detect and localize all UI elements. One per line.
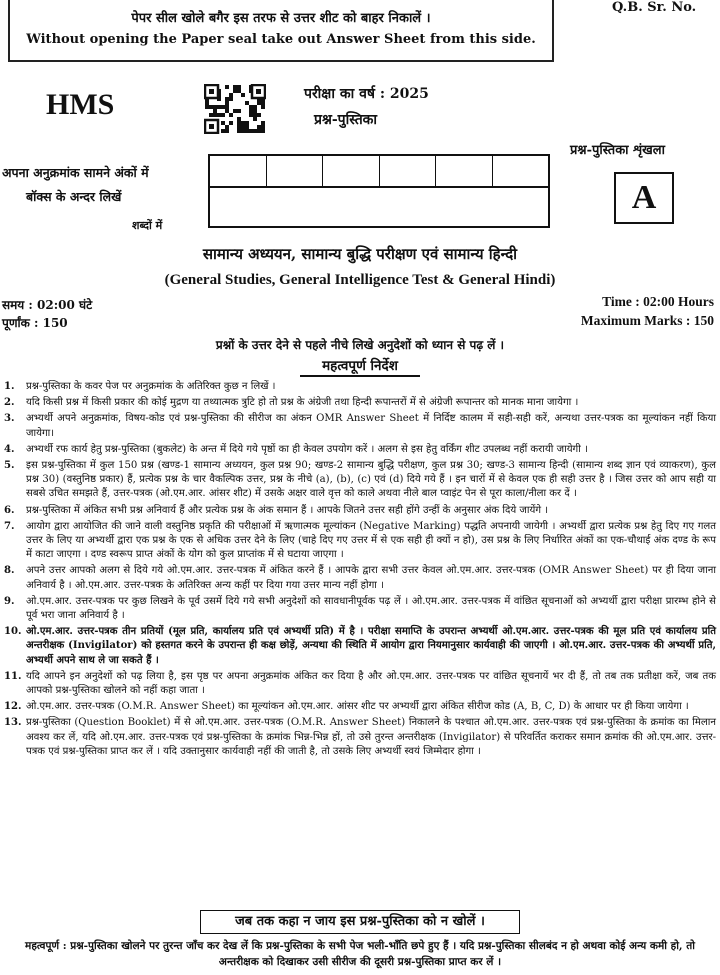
instruction-number: 13.: [4, 717, 22, 729]
instruction-text: ओ.एम.आर. उत्तर-पत्रक (O.M.R. Answer Sheet) का मूल्यांकन ओ.एम.आर. आंसर शीट पर अभ्यर्थी द्वारा अंकित सीरीज कोड (A, B, C, D) के आधार पर ही किया जायेगा ।: [26, 701, 689, 713]
instruction-item: [4, 504, 716, 518]
instruction-text: प्रश्न-पुस्तिका के कवर पेज पर अनुक्रमांक के अतिरिक्त कुछ न लिखें ।: [26, 381, 276, 392]
instruction-text: इस प्रश्न-पुस्तिका में कुल 150 प्रश्न (खण्ड-1 सामान्य अध्ययन, कुल प्रश्न 90; खण्ड-2 सामान्य बुद्धि परीक्षण, कुल प्रश्न 30; खण्ड-3 सामान्य हिन्दी (सामान्य शब्द ज्ञान एवं व्याकरण), कुल प्रश्न 30) (वस्तुनिष्ठ प्रकार) हैं, प्रत्येक प्रश्न के चार वैकल्पिक उत्तर, प्रश्न के नीचे (a), (b), (c) एवं (d) दिये गये हैं । इन चारों में से केवल एक ही सही उत्तर है । जिस उत्तर को आप सही या सबसे उचित समझते हैं, उत्तर-पत्रक (ओ.एम.आर. आंसर शीट) में उसके अक्षर वाले वृत्त को काले अथवा नीले बाल प्वाइंट पेन से पूरा काला/नीला कर दें ।: [26, 460, 716, 500]
important-note: महत्वपूर्ण : प्रश्न-पुस्तिका खोलने पर तुरन्त जाँच कर देख लें कि प्रश्न-पुस्तिका के सभी पेज भली-भाँति छपे हुए हैं । यदि प्रश्न-पुस्तिका सीलबंद न हो अथवा कोई अन्य कमी हो, तो अन्तरीक्षक को दिखाकर उसी सीरीज की दूसरी प्रश्न-पुस्तिका प्राप्त कर लें ।: [25, 940, 695, 968]
roll-number-instruction-line2: बॉक्स के अन्दर लिखें: [26, 189, 122, 204]
instruction-text: यदि किसी प्रश्न में किसी प्रकार की कोई मुद्रण या तथ्यात्मक त्रुटि हो तो प्रश्न के अंग्रेजी तथा हिन्दी रूपान्तरों में से अंग्रेजी रूपान्तर को मानक माना जायेगा ।: [26, 397, 579, 409]
do-not-open-notice: जब तक कहा न जाय इस प्रश्न-पुस्तिका को न खोलें ।: [200, 910, 520, 934]
instruction-item: [4, 380, 716, 394]
instruction-item: [4, 716, 716, 759]
marks-hindi: पूर्णांक : 150: [2, 316, 68, 330]
seal-notice-english: Without opening the Paper seal take out Answer Sheet from this side.: [26, 32, 536, 47]
instruction-text: अभ्यर्थी अपने अनुक्रमांक, विषय-कोड एवं प्रश्न-पुस्तिका की सीरीज का अंकन OMR Answer Sheet में निर्दिष्ट कालम में सही-सही करें, अन्यथा उत्तर-पत्रक का मूल्यांकन नहीं किया जायेगा।: [26, 413, 716, 439]
roll-number-words-box[interactable]: [208, 186, 550, 228]
subject-title-hindi: सामान्य अध्ययन, सामान्य बुद्धि परीक्षण एवं सामान्य हिन्दी: [202, 245, 518, 263]
instruction-text: प्रश्न-पुस्तिका (Question Booklet) में से ओ.एम.आर. उत्तर-पत्रक (O.M.R. Answer Sheet) निकालने के पश्चात ओ.एम.आर. उत्तर-पत्रक एवं प्रश्न-पुस्तिका के क्रमांक का मिलान अवश्य कर लें, यदि ओ.एम.आर. उत्तर-पत्रक एवं प्रश्न-पुस्तिका के क्रमांक भिन्न-भिन्न हों, तो उसे तुरन्त अन्तरीक्षक (Invigilator) से परिवर्तित कराकर समान क्रमांक की ओ.एम.आर. उत्तर-पत्रक एवं प्रश्न-पुस्तिका प्राप्त कर लें । यदि उक्तानुसार कार्यवाही नहीं की जाती है, तो उसके लिए अभ्यर्थी स्वयं जिम्मेदार होगा ।: [26, 717, 716, 757]
roll-digit-box[interactable]: [267, 156, 324, 186]
instruction-text: अभ्यर्थी रफ कार्य हेतु प्रश्न-पुस्तिका (बुकलेट) के अन्त में दिये गये पृष्ठों का ही केवल उपयोग करें । अलग से इस हेतु वर्किंग शीट उपलब्ध नहीं करायी जायेगी ।: [26, 443, 588, 455]
instruction-text: प्रश्न-पुस्तिका में अंकित सभी प्रश्न अनिवार्य हैं और प्रत्येक प्रश्न के अंक समान हैं । आपके जितने उत्तर सही होंगे उन्हीं के अनुसार अंक दिये जायेंगे ।: [26, 504, 549, 516]
instruction-item: [4, 443, 716, 457]
instruction-item: [4, 670, 716, 698]
exam-code: HMS: [46, 88, 115, 121]
instruction-text: आयोग द्वारा आयोजित की जाने वाली वस्तुनिष्ठ प्रकृति की परीक्षाओं में ऋणात्मक मूल्यांकन (Negative Marking) पद्धति अपनायी जायेगी । अभ्यर्थी द्वारा प्रत्येक प्रश्न हेतु दिए गए गलत उत्तर के लिए या अभ्यर्थी द्वारा एक प्रश्न के एक से अधिक उत्तर देने के लिए (चाहे दिए गए उत्तर में से एक सही ही क्यों न हो), उस प्रश्न के लिए निर्धारित अंकों का एक-चौथाई अंक दण्ड के रूप में काटा जाएगा । दण्ड स्वरूप प्राप्त अंकों के योग को कुल प्राप्तांक में से घटाया जाएगा ।: [26, 520, 717, 561]
important-instructions-heading: महत्वपूर्ण निर्देश: [322, 358, 398, 374]
instruction-text: ओ.एम.आर. उत्तर-पत्रक पर कुछ लिखने के पूर्व उसमें दिये गये सभी अनुदेशों को सावधानीपूर्वक पढ़ लें । ओ.एम.आर. उत्तर-पत्रक में वांछित सूचनाओं को अभ्यर्थी द्वारा परीक्षा प्रारम्भ होने से पूर्व भरा जाना अनिवार्य है ।: [26, 595, 716, 622]
subject-title-english: (General Studies, General Intelligence Test & General Hindi): [164, 272, 556, 288]
instruction-number: 10.: [4, 626, 22, 638]
instruction-number: 2.: [4, 397, 15, 409]
instruction-item: [4, 396, 716, 410]
instruction-item: [4, 595, 716, 623]
booklet-series-box: A: [614, 172, 674, 224]
instruction-text: ओ.एम.आर. उत्तर-पत्रक तीन प्रतियों (मूल प्रति, कार्यालय प्रति एवं अभ्यर्थी प्रति) में है । परीक्षा समाप्ति के उपरान्त अभ्यर्थी ओ.एम.आर. उत्तर-पत्रक की मूल प्रति एवं कार्यालय प्रति अन्तरीक्षक (Invigilator) को हस्तगत करने के उपरान्त ही कक्ष छोड़ें, अन्यथा की स्थिति में आयोग द्वारा नियमानुसार कार्यवाही की जाएगी । ओ.एम.आर. उत्तर-पत्रक की अभ्यर्थी प्रति, अभ्यर्थी अपने साथ ले जा सकते हैं ।: [26, 626, 716, 666]
roll-number-in-words-label: शब्दों में: [132, 219, 163, 232]
time-hindi: समय : 02:00 घंटे: [2, 298, 93, 312]
instruction-item: [4, 625, 716, 668]
qr-code-icon: [204, 84, 266, 134]
paper-seal-notice: [8, 0, 554, 62]
roll-digit-box[interactable]: [323, 156, 380, 186]
instructions-list: [4, 380, 716, 761]
instruction-item: [4, 700, 716, 714]
time-english: Time : 02:00 Hours: [602, 294, 714, 309]
marks-english: Maximum Marks : 150: [580, 313, 714, 328]
roll-digit-box[interactable]: [380, 156, 437, 186]
instruction-item: [4, 412, 716, 440]
instruction-item: [4, 459, 716, 502]
exam-year: परीक्षा का वर्ष : 2025: [304, 86, 429, 102]
booklet-label: प्रश्न-पुस्तिका: [314, 112, 378, 128]
instruction-text: अपने उत्तर आपको अलग से दिये गये ओ.एम.आर. उत्तर-पत्रक में अंकित करने हैं । आपके द्वारा सभी उत्तर केवल ओ.एम.आर. उत्तर-पत्रक (OMR Answer Sheet) पर ही दिया जाना अनिवार्य है । ओ.एम.आर. उत्तर-पत्रक के अतिरिक्त अन्य कहीं पर दिया गया उत्तर मान्य नहीं होगा ।: [26, 565, 716, 591]
roll-digit-box[interactable]: [210, 156, 267, 186]
instruction-number: 9.: [4, 595, 15, 607]
roll-number-digit-boxes[interactable]: [208, 154, 550, 188]
instruction-item: [4, 564, 716, 592]
roll-digit-box[interactable]: [493, 156, 549, 186]
instruction-number: 4.: [4, 443, 15, 455]
instruction-number: 1.: [4, 381, 15, 392]
instruction-number: 7.: [4, 520, 15, 532]
booklet-series-label: प्रश्न-पुस्तिका शृंखला: [570, 143, 665, 158]
instruction-item: [4, 520, 716, 563]
instruction-text: यदि आपने इन अनुदेशों को पढ़ लिया है, इस पृष्ठ पर अपना अनुक्रमांक अंकित कर दिया है और ओ.एम.आर. उत्तर-पत्रक पर वांछित सूचनायें भर दी हैं, तो तब तक प्रतीक्षा करें, जब तक आपको प्रश्न-पुस्तिका खोलने को नहीं कहा जाता ।: [26, 670, 716, 697]
seal-notice-hindi: पेपर सील खोले बगैर इस तरफ से उत्तर शीट को बाहर निकालें ।: [131, 11, 431, 26]
instruction-number: 12.: [4, 701, 22, 713]
read-instructions-note: प्रश्नों के उत्तर देने से पहले नीचे लिखे अनुदेशों को ध्यान से पढ़ लें ।: [215, 338, 505, 352]
instruction-number: 6.: [4, 504, 15, 516]
roll-digit-box[interactable]: [436, 156, 493, 186]
instruction-number: 5.: [4, 460, 15, 472]
instruction-number: 3.: [4, 413, 15, 425]
qb-serial-number-label: Q.B. Sr. No.: [612, 0, 697, 15]
instruction-number: 11.: [4, 670, 22, 682]
roll-number-instruction-line1: अपना अनुक्रमांक सामने अंकों में: [2, 165, 149, 180]
instruction-number: 8.: [4, 565, 15, 577]
heading-underline: [300, 375, 420, 377]
